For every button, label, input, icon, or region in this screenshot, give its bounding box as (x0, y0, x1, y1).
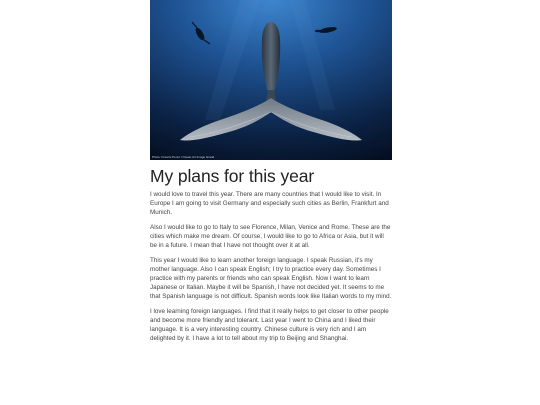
whale-photo (150, 0, 392, 160)
image-credit: Photo: Francis Perez / Ocean Art Image Grand (152, 155, 215, 159)
article-body (150, 190, 392, 343)
paragraph: I love learning foreign languages. I find that it really helps to get closer to other people and become more friendly and tolerant. Last year I went to China and I liked their language. It is a very interesting country. Chinese culture is very rich and I am delighted by it. I have a lot to tell about my trip to Beijing and Shanghai. (150, 307, 389, 342)
paragraph: I would love to travel this year. There are many countries that I would like to visit. In Europe I am going to visit Germany and especially such cities as Berlin, Frankfurt and Munich. (150, 191, 389, 217)
article (150, 0, 392, 348)
hero-image (150, 0, 392, 160)
paragraph: Also I would like to go to Italy to see Florence, Milan, Venice and Rome. These are the cities which make me dream. Of course, I would like to go to Africa or Asia, but it will be in a future. I mean that I have not thought over it at all. (150, 223, 391, 249)
page-title: My plans for this year (150, 166, 315, 186)
paragraph: This year I would like to learn another foreign language. I speak Russian, it's my mother language. Also I can speak English; I try to practice every day. Sometimes I practice with my parents or friends who can speak English. Now I want to learn Japanese or Italian. Maybe it will be Spanish, I have not decided yet. It seems to me that Spanish language is not difficult. Spanish words look like Italian words to my mind. (150, 256, 392, 300)
